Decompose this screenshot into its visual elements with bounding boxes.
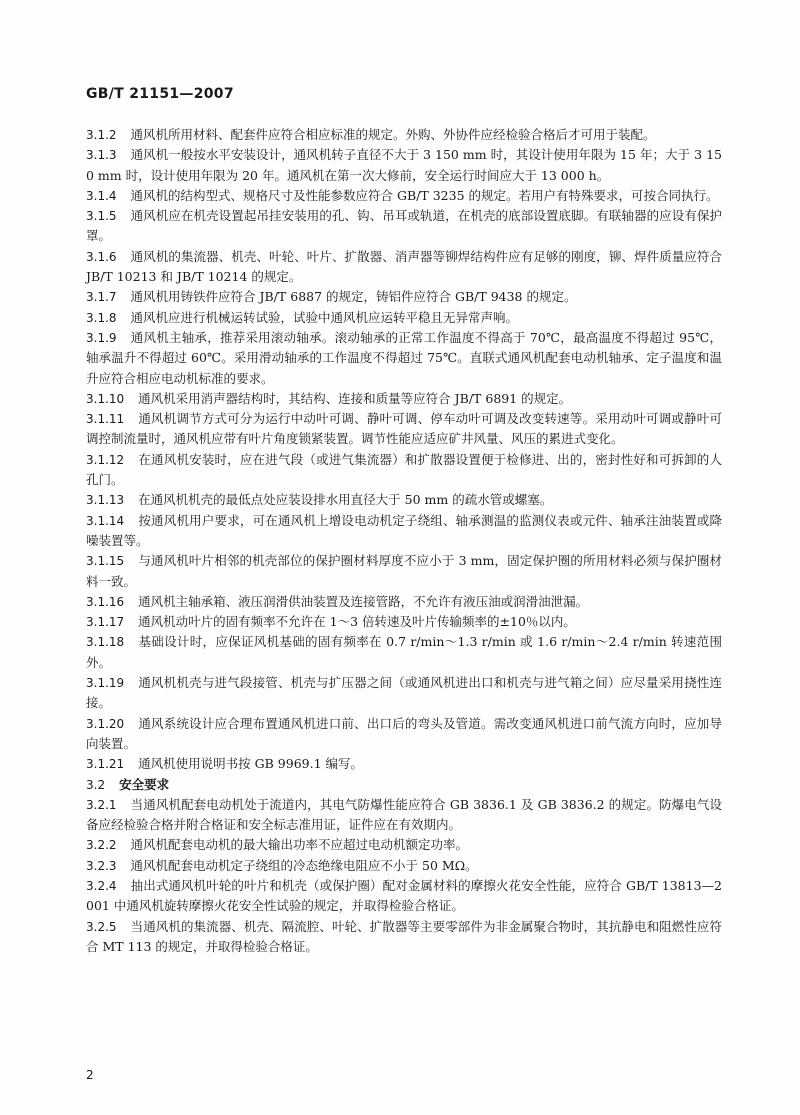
- clause-number: 3.1.2: [86, 128, 117, 142]
- clause-number: 3.1.13: [86, 493, 125, 508]
- clause-text: 抽出式通风机叶轮的叶片和机壳（或保护圈）配对金属材料的摩擦火花安全性能，应符合 GB/T 13813—2001 中通风机旋转摩擦火花安全性试验的规定，并取得检验合格证。: [86, 877, 722, 914]
- clause-paragraph: [86, 795, 722, 836]
- clause-text: 通风机应进行机械运转试验，试验中通风机应运转平稳且无异常声响。: [130, 309, 519, 325]
- clause-number: 3.1.7: [86, 290, 117, 305]
- clause-number: 3.1.18: [86, 635, 125, 650]
- clause-paragraph: [86, 632, 722, 673]
- clause-number: 3.1.19: [86, 676, 125, 691]
- clause-paragraph: [86, 673, 722, 714]
- section-heading: [86, 775, 722, 795]
- clause-paragraph: [86, 328, 722, 389]
- document-body: [86, 125, 722, 957]
- clause-text: 通风机配套电动机定子绕组的冷态绝缘电阻应不小于 50 MΩ。: [130, 857, 478, 873]
- clause-number: 3.1.11: [86, 412, 125, 427]
- clause-number: 3.1.17: [86, 615, 125, 630]
- clause-paragraph: [86, 206, 722, 247]
- clause-text: 通风机用铸铁件应符合 JB/T 6887 的规定，铸铝件应符合 GB/T 9438 的规定。: [130, 289, 577, 305]
- clause-text: 通风机动叶片的固有频率不允许在 1～3 倍转速及叶片传输频率的±10％以内。: [138, 614, 576, 630]
- clause-paragraph: [86, 856, 722, 876]
- clause-text: 当通风机配套电动机处于流道内，其电气防爆性能应符合 GB 3836.1 及 GB 3836.2 的规定。防爆电气设备应经检验合格并附合格证和安全标志准用证，证件应在有效期内。: [86, 796, 722, 833]
- page-number: 2: [86, 1068, 94, 1082]
- clause-number: 3.2.3: [86, 858, 117, 873]
- clause-paragraph: [86, 186, 722, 206]
- clause-text: 通风机采用消声器结构时，其结构、连接和质量等应符合 JB/T 6891 的规定。: [138, 390, 572, 406]
- clause-text: 当通风机的集流器、机壳、隔流腔、叶轮、扩散器等主要零部件为非金属聚合物时，其抗静电和阻燃性应符合 MT 113 的规定，并取得检验合格证。: [86, 918, 722, 954]
- clause-number: 3.1.20: [86, 716, 125, 731]
- clause-text: 通风机的集流器、机壳、叶轮、叶片、扩散器、消声器等铆焊结构件应有足够的刚度，铆、焊件质量应符合 JB/T 10213 和 JB/T 10214 的规定。: [86, 248, 722, 285]
- clause-text: 通风机主轴承箱、液压润滑供油装置及连接管路，不允许有液压油或润滑油泄漏。: [138, 593, 589, 609]
- clause-number: 3.2.4: [86, 878, 117, 893]
- clause-number: 3.2.5: [86, 919, 117, 934]
- clause-paragraph: [86, 145, 722, 186]
- clause-paragraph: [86, 389, 722, 409]
- clause-text: 通风机使用说明书按 GB 9969.1 编写。: [138, 756, 364, 772]
- clause-paragraph: [86, 754, 722, 774]
- clause-text: 基础设计时，应保证风机基础的固有频率在 0.7 r/min～1.3 r/min 或 1.6 r/min～2.4 r/min 转速范围外。: [86, 634, 722, 670]
- clause-number: 3.1.3: [86, 148, 117, 163]
- clause-text: 通风机主轴承，推荐采用滚动轴承。滚动轴承的正常工作温度不得高于 70℃，最高温度不得超过 95℃，轴承温升不得超过 60℃。采用滑动轴承的工作温度不得超过 75℃。直联式通风机配套电动机轴承、定子温度和温升应符合相应电动机标准的要求。: [86, 329, 722, 386]
- clause-text: 与通风机叶片相邻的机壳部位的保护圈材料厚度不应小于 3 mm，固定保护圈的所用材料必须与保护圈材料一致。: [86, 553, 722, 589]
- clause-text: 通风机调节方式可分为运行中动叶可调、静叶可调、停车动叶可调及改变转速等。采用动叶可调或静叶可调控制流量时，通风机应带有叶片角度锁紧装置。调节性能应适应矿井风量、风压的累进式变化。: [86, 411, 722, 447]
- clause-text: 通风机机壳与进气段接管、机壳与扩压器之间（或通风机进出口和机壳与进气箱之间）应尽量采用挠性连接。: [86, 675, 722, 711]
- clause-paragraph: [86, 287, 722, 307]
- clause-text: 安全要求: [119, 776, 170, 792]
- clause-number: 3.1.21: [86, 757, 125, 772]
- clause-paragraph: [86, 592, 722, 612]
- clause-text: 按通风机用户要求，可在通风机上增设电动机定子绕组、轴承测温的监测仪表或元件、轴承注油装置或降噪装置等。: [86, 512, 722, 548]
- clause-paragraph: [86, 490, 722, 510]
- clause-paragraph: [86, 247, 722, 288]
- clause-paragraph: [86, 409, 722, 450]
- clause-number: 3.1.16: [86, 594, 125, 609]
- clause-text: 通风机配套电动机的最大输出功率不应超过电动机额定功率。: [130, 837, 469, 853]
- clause-paragraph: [86, 450, 722, 491]
- clause-number: 3.2.2: [86, 838, 117, 853]
- clause-paragraph: [86, 714, 722, 755]
- clause-number: 3.2: [86, 777, 106, 792]
- clause-number: 3.1.15: [86, 554, 125, 569]
- clause-number: 3.2.1: [86, 797, 117, 812]
- clause-paragraph: [86, 511, 722, 552]
- clause-number: 3.1.10: [86, 391, 125, 406]
- clause-number: 3.1.6: [86, 249, 117, 264]
- clause-text: 在通风机安装时，应在进气段（或进气集流器）和扩散器设置便于检修进、出的，密封性好和可拆卸的人孔门。: [86, 451, 722, 488]
- clause-paragraph: [86, 835, 722, 855]
- clause-text: 通风机应在机壳设置起吊挂安装用的孔、钩、吊耳或轨道，在机壳的底部设置底脚。有联轴器的应设有保护罩。: [86, 208, 722, 244]
- clause-number: 3.1.5: [86, 209, 117, 224]
- clause-text: 通风机所用材料、配套件应符合相应标准的规定。外购、外协件应经检验合格后才可用于装配。: [130, 127, 656, 142]
- clause-number: 3.1.9: [86, 330, 117, 345]
- clause-text: 通风机的结构型式、规格尺寸及性能参数应符合 GB/T 3235 的规定。若用户有特殊要求，可按合同执行。: [130, 187, 719, 203]
- clause-text: 在通风机机壳的最低点处应装设排水用直径大于 50 mm 的疏水管或螺塞。: [138, 492, 553, 508]
- clause-paragraph: [86, 308, 722, 328]
- clause-paragraph: [86, 551, 722, 592]
- standard-code-header: GB/T 21151—2007: [86, 86, 234, 102]
- clause-number: 3.1.8: [86, 310, 117, 325]
- clause-number: 3.1.4: [86, 188, 117, 203]
- clause-paragraph: [86, 876, 722, 917]
- clause-number: 3.1.14: [86, 513, 125, 528]
- clause-text: 通风机一般按水平安装设计，通风机转子直径不大于 3 150 mm 时，其设计使用年限为 15 年；大于 3 150 mm 时，设计使用年限为 20 年。通风机在第一次大修前，安全运行时间应大于 13 000 h。: [86, 147, 722, 183]
- clause-paragraph: [86, 612, 722, 632]
- clause-paragraph: [86, 125, 722, 145]
- clause-text: 通风系统设计应合理布置通风机进口前、出口后的弯头及管道。需改变通风机进口前气流方向时，应加导向装置。: [86, 715, 722, 751]
- clause-paragraph: [86, 917, 722, 958]
- clause-number: 3.1.12: [86, 452, 125, 467]
